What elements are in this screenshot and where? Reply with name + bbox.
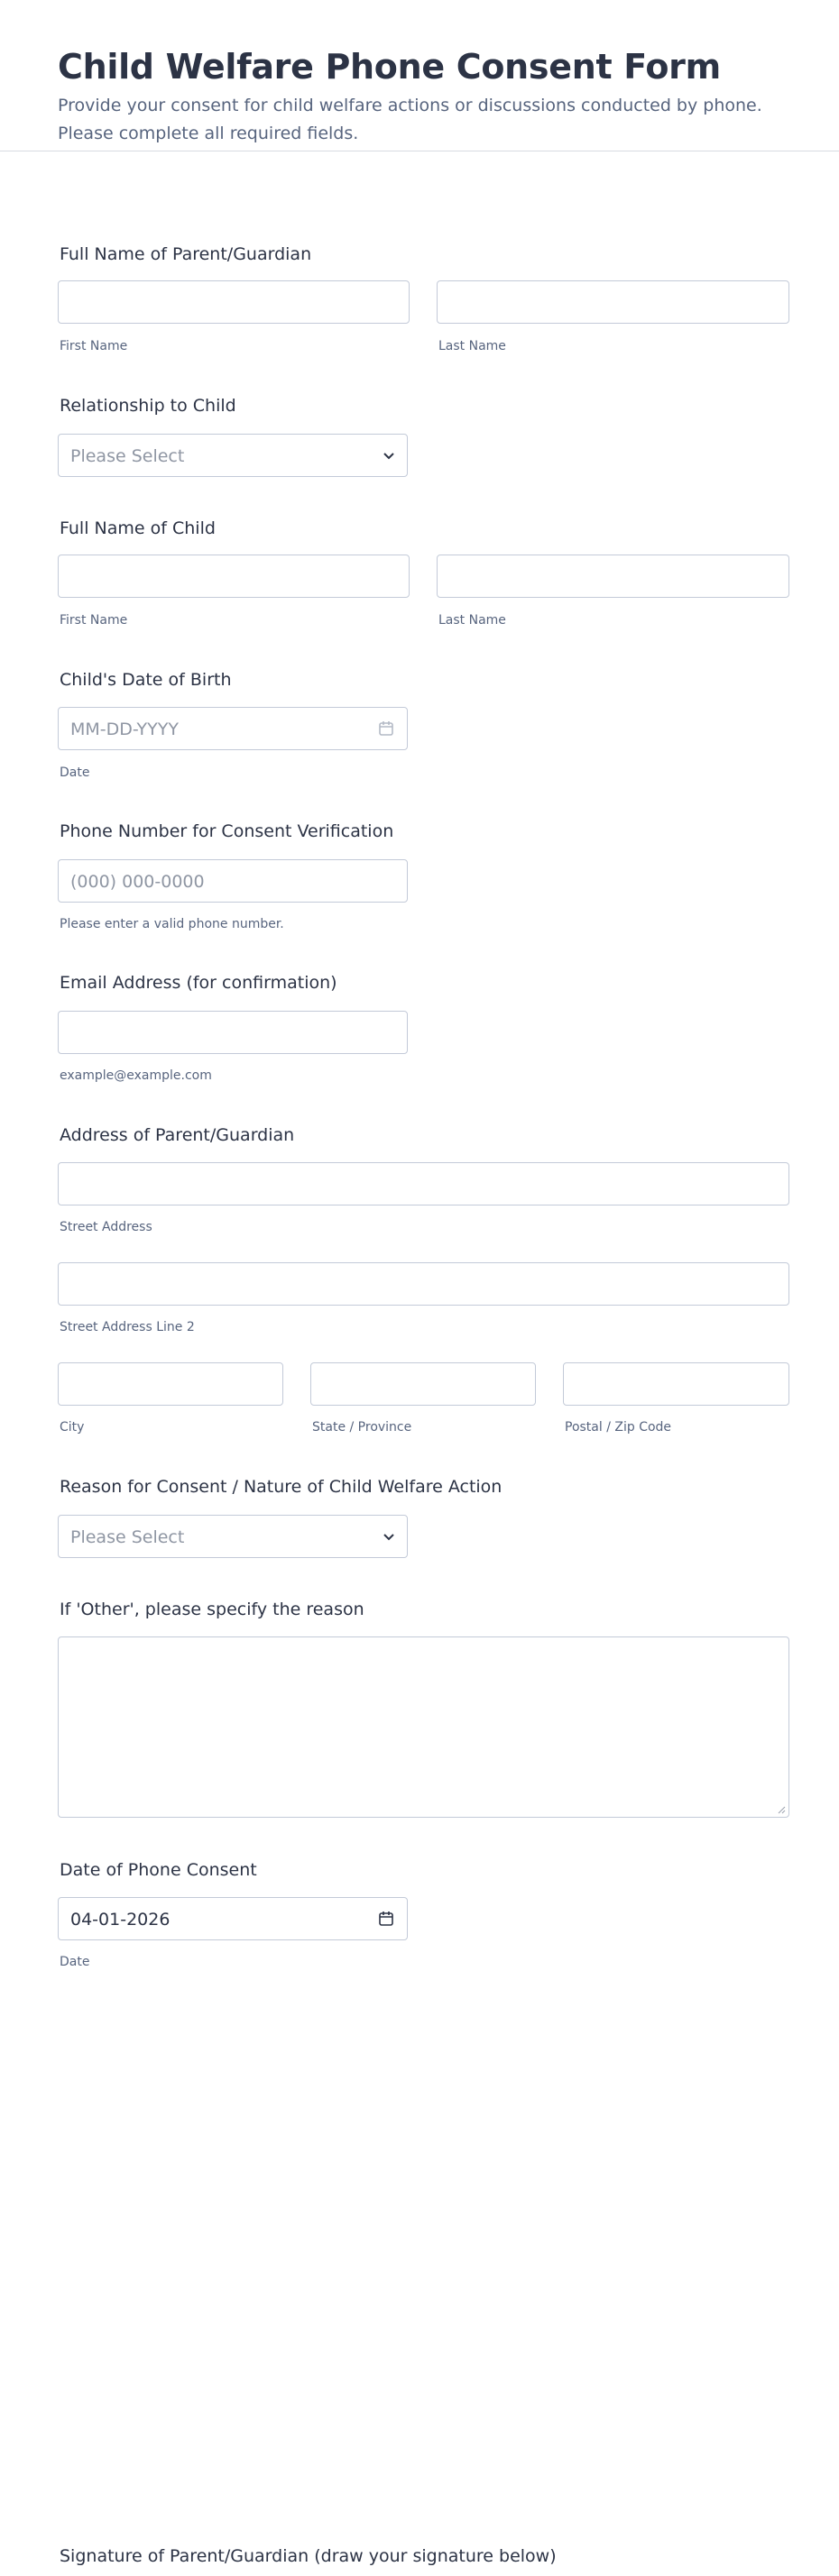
relationship-placeholder: Please Select — [70, 446, 185, 466]
consent-date-sublabel: Date — [60, 1955, 90, 1969]
street-address-line2-input[interactable] — [58, 1262, 789, 1306]
child-dob-input[interactable] — [58, 707, 408, 750]
form-header — [0, 0, 839, 151]
relationship-label: Relationship to Child — [60, 396, 236, 416]
phone-label: Phone Number for Consent Verification — [60, 821, 394, 841]
street-address-sublabel: Street Address — [60, 1220, 152, 1234]
guardian-first-name-sublabel: First Name — [60, 339, 128, 353]
child-dob-label: Child's Date of Birth — [60, 670, 232, 690]
child-last-name-sublabel: Last Name — [438, 613, 506, 628]
email-sublabel: example@example.com — [60, 1068, 212, 1083]
guardian-name-label: Full Name of Parent/Guardian — [60, 244, 312, 264]
consent-date-label: Date of Phone Consent — [60, 1860, 257, 1880]
guardian-last-name-input[interactable] — [437, 280, 789, 324]
reason-label: Reason for Consent / Nature of Child Welfare Action — [60, 1477, 502, 1497]
relationship-select[interactable] — [58, 434, 408, 477]
child-first-name-sublabel: First Name — [60, 613, 128, 628]
child-last-name-input[interactable] — [437, 555, 789, 598]
reason-select[interactable] — [58, 1515, 408, 1558]
street-address-line2-sublabel: Street Address Line 2 — [60, 1320, 195, 1334]
guardian-last-name-sublabel: Last Name — [438, 339, 506, 353]
reason-placeholder: Please Select — [70, 1527, 185, 1547]
child-name-label: Full Name of Child — [60, 518, 216, 538]
city-sublabel: City — [60, 1420, 85, 1435]
consent-date-value: 04-01-2026 — [70, 1910, 171, 1930]
state-sublabel: State / Province — [312, 1420, 412, 1435]
email-input[interactable] — [58, 1011, 408, 1054]
phone-placeholder: (000) 000-0000 — [70, 872, 205, 892]
child-first-name-input[interactable] — [58, 555, 410, 598]
phone-input[interactable] — [58, 859, 408, 903]
consent-date-input[interactable] — [58, 1897, 408, 1940]
child-dob-placeholder: MM-DD-YYYY — [70, 720, 179, 739]
chevron-down-icon — [380, 446, 398, 464]
child-dob-sublabel: Date — [60, 765, 90, 780]
street-address-input[interactable] — [58, 1162, 789, 1205]
city-input[interactable] — [58, 1362, 283, 1406]
zip-sublabel: Postal / Zip Code — [565, 1420, 672, 1435]
calendar-icon[interactable] — [377, 720, 395, 738]
other-reason-label: If 'Other', please specify the reason — [60, 1600, 364, 1619]
phone-sublabel: Please enter a valid phone number. — [60, 917, 284, 931]
address-label: Address of Parent/Guardian — [60, 1125, 295, 1145]
chevron-down-icon — [380, 1527, 398, 1545]
calendar-icon[interactable] — [377, 1910, 395, 1928]
email-label: Email Address (for confirmation) — [60, 973, 337, 993]
state-input[interactable] — [310, 1362, 536, 1406]
signature-label: Signature of Parent/Guardian (draw your signature below) — [60, 2546, 557, 2566]
resize-grip-icon[interactable] — [777, 1805, 786, 1814]
zip-input[interactable] — [563, 1362, 789, 1406]
form-subtitle: Provide your consent for child welfare actions or discussions conducted by phone. Please complete all required fields. — [58, 96, 762, 143]
guardian-first-name-input[interactable] — [58, 280, 410, 324]
form-title: Child Welfare Phone Consent Form — [58, 47, 721, 87]
other-reason-textarea[interactable] — [58, 1636, 789, 1818]
